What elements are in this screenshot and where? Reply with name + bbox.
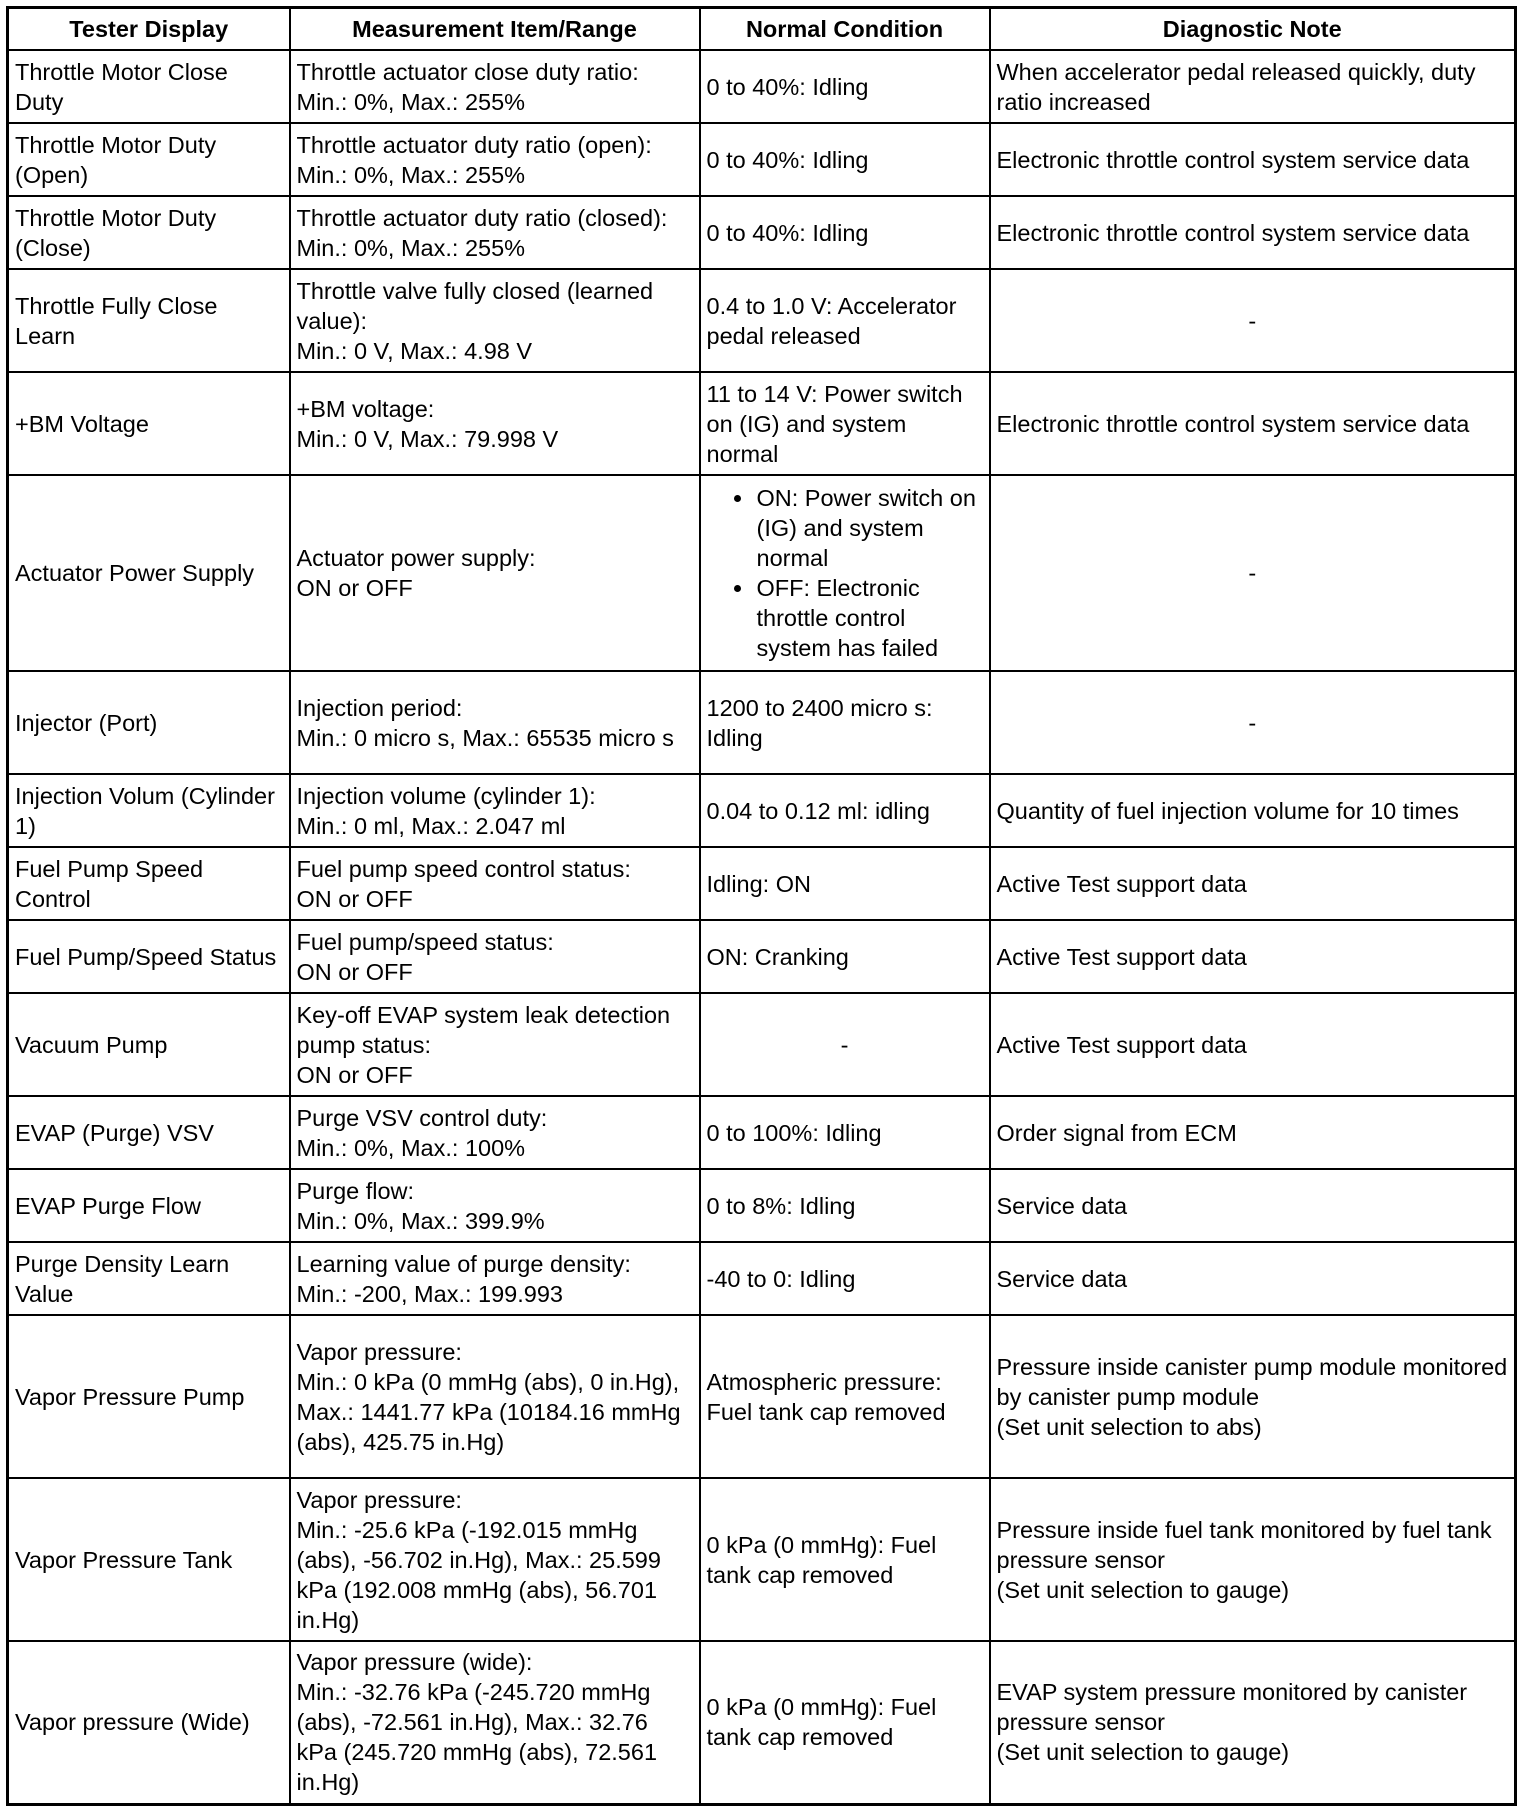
header-normal-condition: Normal Condition — [700, 8, 990, 51]
diagnostic-note-cell: Service data — [990, 1169, 1516, 1242]
tester-display-cell: Actuator Power Supply — [8, 475, 290, 671]
measurement-cell: Injection volume (cylinder 1): Min.: 0 ml, Max.: 2.047 ml — [290, 774, 700, 847]
measurement-cell: Throttle actuator duty ratio (open): Min.: 0%, Max.: 255% — [290, 123, 700, 196]
diagnostic-note-cell: Electronic throttle control system service data — [990, 196, 1516, 269]
measurement-cell: Vapor pressure (wide): Min.: -32.76 kPa (-245.720 mmHg (abs), -72.561 in.Hg), Max.: 32.76 kPa (245.720 mmHg (abs), 72.561 in.Hg) — [290, 1641, 700, 1804]
table-row — [8, 1478, 1516, 1641]
normal-condition-cell: 0 kPa (0 mmHg): Fuel tank cap removed — [700, 1478, 990, 1641]
header-measurement-item: Measurement Item/Range — [290, 8, 700, 51]
diagnostic-note-cell: - — [990, 269, 1516, 372]
table-row — [8, 196, 1516, 269]
table-row — [8, 1169, 1516, 1242]
diagnostic-note-cell: Quantity of fuel injection volume for 10 times — [990, 774, 1516, 847]
header-tester-display: Tester Display — [8, 8, 290, 51]
tester-display-cell: Throttle Motor Close Duty — [8, 50, 290, 123]
data-list-table — [6, 6, 1517, 1806]
table-row — [8, 1315, 1516, 1478]
tester-display-cell: Fuel Pump Speed Control — [8, 847, 290, 920]
tester-display-cell: Throttle Fully Close Learn — [8, 269, 290, 372]
diagnostic-note-cell: Active Test support data — [990, 920, 1516, 993]
normal-condition-cell: Atmospheric pressure: Fuel tank cap removed — [700, 1315, 990, 1478]
list-item: • OFF: Electronic throttle control system has failed — [755, 573, 983, 663]
diagnostic-note-cell: Pressure inside fuel tank monitored by fuel tank pressure sensor (Set unit selection to gauge) — [990, 1478, 1516, 1641]
measurement-cell: Throttle actuator close duty ratio: Min.: 0%, Max.: 255% — [290, 50, 700, 123]
diagnostic-note-cell: - — [990, 671, 1516, 774]
tester-display-cell: EVAP (Purge) VSV — [8, 1096, 290, 1169]
measurement-cell: Learning value of purge density: Min.: -200, Max.: 199.993 — [290, 1242, 700, 1315]
normal-condition-cell: - — [700, 993, 990, 1096]
diagnostic-note-cell: When accelerator pedal released quickly, duty ratio increased — [990, 50, 1516, 123]
diagnostic-note-cell: Order signal from ECM — [990, 1096, 1516, 1169]
diagnostic-note-cell: Active Test support data — [990, 847, 1516, 920]
measurement-cell: Throttle valve fully closed (learned value): Min.: 0 V, Max.: 4.98 V — [290, 269, 700, 372]
measurement-cell: +BM voltage: Min.: 0 V, Max.: 79.998 V — [290, 372, 700, 475]
measurement-cell: Fuel pump speed control status: ON or OFF — [290, 847, 700, 920]
normal-condition-cell: 0 to 40%: Idling — [700, 50, 990, 123]
table-row — [8, 1242, 1516, 1315]
normal-condition-cell: 11 to 14 V: Power switch on (IG) and system normal — [700, 372, 990, 475]
table-row — [8, 269, 1516, 372]
measurement-cell: Actuator power supply: ON or OFF — [290, 475, 700, 671]
data-list-sheet — [6, 6, 1514, 1806]
tester-display-cell: Throttle Motor Duty (Close) — [8, 196, 290, 269]
table-row — [8, 372, 1516, 475]
measurement-cell: Vapor pressure: Min.: 0 kPa (0 mmHg (abs), 0 in.Hg), Max.: 1441.77 kPa (10184.16 mmHg (abs), 425.75 in.Hg) — [290, 1315, 700, 1478]
tester-display-cell: +BM Voltage — [8, 372, 290, 475]
tester-display-cell: Vapor Pressure Pump — [8, 1315, 290, 1478]
normal-condition-cell: 0.04 to 0.12 ml: idling — [700, 774, 990, 847]
diagnostic-note-cell: Service data — [990, 1242, 1516, 1315]
tester-display-cell: Injector (Port) — [8, 671, 290, 774]
tester-display-cell: Injection Volum (Cylinder 1) — [8, 774, 290, 847]
list-item: • ON: Power switch on (IG) and system normal — [755, 483, 983, 573]
normal-condition-cell: -40 to 0: Idling — [700, 1242, 990, 1315]
normal-condition-cell — [700, 475, 990, 671]
tester-display-cell: Throttle Motor Duty (Open) — [8, 123, 290, 196]
table-row — [8, 920, 1516, 993]
header-row — [8, 8, 1516, 51]
normal-condition-cell: 1200 to 2400 micro s: Idling — [700, 671, 990, 774]
normal-condition-cell: 0 to 40%: Idling — [700, 123, 990, 196]
diagnostic-note-cell: Pressure inside canister pump module monitored by canister pump module (Set unit selection to abs) — [990, 1315, 1516, 1478]
normal-condition-cell: 0 to 8%: Idling — [700, 1169, 990, 1242]
tester-display-cell: Vacuum Pump — [8, 993, 290, 1096]
table-row — [8, 50, 1516, 123]
tester-display-cell: Purge Density Learn Value — [8, 1242, 290, 1315]
table-row — [8, 774, 1516, 847]
table-row — [8, 1641, 1516, 1804]
diagnostic-note-cell: EVAP system pressure monitored by canister pressure sensor (Set unit selection to gauge) — [990, 1641, 1516, 1804]
tester-display-cell: Fuel Pump/Speed Status — [8, 920, 290, 993]
tester-display-cell: Vapor pressure (Wide) — [8, 1641, 290, 1804]
measurement-cell: Fuel pump/speed status: ON or OFF — [290, 920, 700, 993]
diagnostic-note-cell: - — [990, 475, 1516, 671]
normal-condition-cell: 0 to 40%: Idling — [700, 196, 990, 269]
diagnostic-note-cell: Electronic throttle control system service data — [990, 372, 1516, 475]
normal-condition-list — [707, 483, 983, 663]
table-row — [8, 1096, 1516, 1169]
table-row — [8, 123, 1516, 196]
diagnostic-note-cell: Electronic throttle control system service data — [990, 123, 1516, 196]
measurement-cell: Purge flow: Min.: 0%, Max.: 399.9% — [290, 1169, 700, 1242]
measurement-cell: Throttle actuator duty ratio (closed): Min.: 0%, Max.: 255% — [290, 196, 700, 269]
normal-condition-cell: 0 kPa (0 mmHg): Fuel tank cap removed — [700, 1641, 990, 1804]
table-row — [8, 475, 1516, 671]
measurement-cell: Purge VSV control duty: Min.: 0%, Max.: 100% — [290, 1096, 700, 1169]
table-row — [8, 847, 1516, 920]
tester-display-cell: EVAP Purge Flow — [8, 1169, 290, 1242]
header-diagnostic-note: Diagnostic Note — [990, 8, 1516, 51]
table-row — [8, 993, 1516, 1096]
measurement-cell: Key-off EVAP system leak detection pump status: ON or OFF — [290, 993, 700, 1096]
normal-condition-cell: Idling: ON — [700, 847, 990, 920]
table-body — [8, 50, 1516, 1804]
tester-display-cell: Vapor Pressure Tank — [8, 1478, 290, 1641]
diagnostic-note-cell: Active Test support data — [990, 993, 1516, 1096]
normal-condition-cell: 0 to 100%: Idling — [700, 1096, 990, 1169]
measurement-cell: Injection period: Min.: 0 micro s, Max.: 65535 micro s — [290, 671, 700, 774]
table-row — [8, 671, 1516, 774]
normal-condition-cell: 0.4 to 1.0 V: Accelerator pedal released — [700, 269, 990, 372]
normal-condition-cell: ON: Cranking — [700, 920, 990, 993]
measurement-cell: Vapor pressure: Min.: -25.6 kPa (-192.015 mmHg (abs), -56.702 in.Hg), Max.: 25.599 kPa (192.008 mmHg (abs), 56.701 in.Hg) — [290, 1478, 700, 1641]
